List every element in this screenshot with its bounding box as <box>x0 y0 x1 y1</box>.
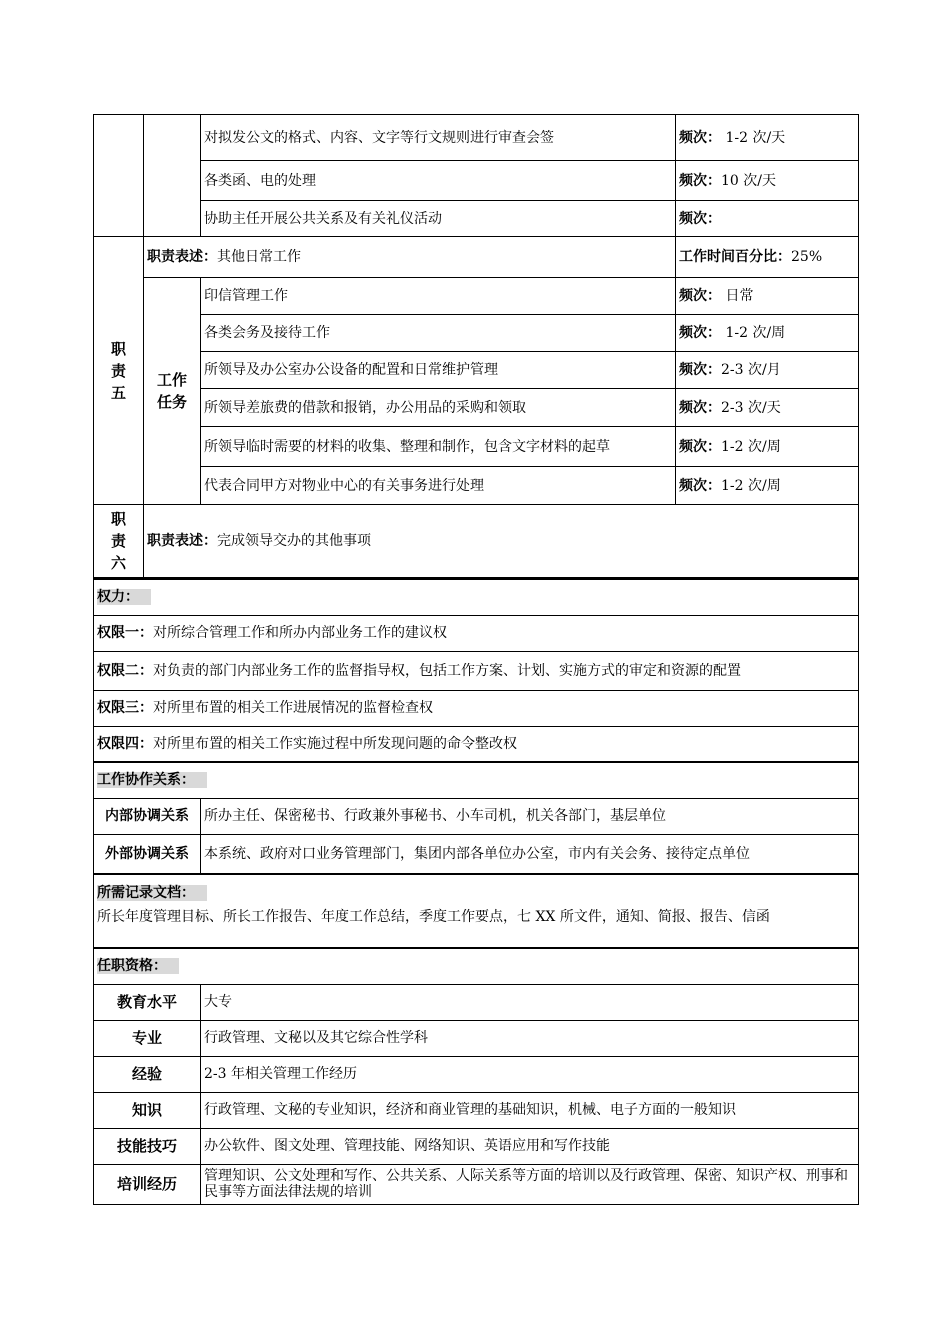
duty-description: 职责表述：其他日常工作 <box>144 237 676 278</box>
authority-row: 权限二：对负责的部门内部业务工作的监督指导权，包括工作方案、计划、实施方式的审定和资源的配置 <box>94 651 859 690</box>
qualification-label: 技能技巧 <box>94 1128 201 1164</box>
coop-external-row <box>94 834 859 874</box>
task-frequency: 频次： 1-2 次/周 <box>676 315 859 352</box>
task-text: 协助主任开展公共关系及有关礼仪活动 <box>201 201 676 237</box>
qualification-value: 大专 <box>201 984 859 1020</box>
external-value: 本系统、政府对口业务管理部门，集团内部各单位办公室，市内有关会务、接待定点单位 <box>201 834 859 874</box>
task-frequency: 频次：2-3 次/月 <box>676 352 859 389</box>
internal-value: 所办主任、保密秘书、行政兼外事秘书、小车司机，机关各部门，基层单位 <box>201 798 859 834</box>
task-row <box>94 389 859 427</box>
work-time-percentage: 工作时间百分比：25% <box>676 237 859 278</box>
duties-table <box>93 114 859 578</box>
task-text: 所领导临时需要的材料的收集、整理和制作，包含文字材料的起草 <box>201 427 676 467</box>
task-row <box>94 161 859 201</box>
section-header <box>94 579 859 615</box>
qualification-row <box>94 1164 859 1204</box>
duty-description: 职责表述：完成领导交办的其他事项 <box>144 505 859 578</box>
qualification-value: 管理知识、公文处理和写作、公共关系、人际关系等方面的培训以及行政管理、保密、知识产权、刑事和民事等方面法律法规的培训 <box>201 1164 859 1204</box>
records-row <box>94 874 859 948</box>
authority-row: 权限一：对所综合管理工作和所办内部业务工作的建议权 <box>94 615 859 651</box>
task-text: 代表合同甲方对物业中心的有关事务进行处理 <box>201 467 676 505</box>
qualification-title: 任职资格： <box>97 958 179 974</box>
qualification-value: 行政管理、文秘以及其它综合性学科 <box>201 1020 859 1056</box>
coop-internal-row <box>94 798 859 834</box>
qualification-row <box>94 1092 859 1128</box>
qualification-row <box>94 1128 859 1164</box>
section-header <box>94 948 859 984</box>
duty-description-row <box>94 505 859 578</box>
task-label: 工作 任务 <box>144 278 201 505</box>
authority-row: 权限四：对所里布置的相关工作实施过程中所发现问题的命令整改权 <box>94 726 859 762</box>
authority-row: 权限三：对所里布置的相关工作进展情况的监督检查权 <box>94 690 859 726</box>
section-header <box>94 762 859 798</box>
external-label: 外部协调关系 <box>94 834 201 874</box>
task-frequency: 频次：1-2 次/周 <box>676 467 859 505</box>
qualification-label: 专业 <box>94 1020 201 1056</box>
coop-title: 工作协作关系： <box>97 772 207 788</box>
duty-description-row <box>94 237 859 278</box>
task-text: 所领导差旅费的借款和报销，办公用品的采购和领取 <box>201 389 676 427</box>
job-description-page <box>93 114 858 1205</box>
records-title: 所需记录文档： <box>97 885 207 901</box>
task-frequency: 频次： 日常 <box>676 278 859 315</box>
task-frequency: 频次：2-3 次/天 <box>676 389 859 427</box>
task-row <box>94 427 859 467</box>
authority-title: 权力： <box>97 589 151 605</box>
task-text: 各类会务及接待工作 <box>201 315 676 352</box>
task-row <box>94 352 859 389</box>
task-row <box>94 315 859 352</box>
qualification-label: 知识 <box>94 1092 201 1128</box>
task-frequency: 频次： 1-2 次/天 <box>676 115 859 161</box>
qualification-value: 办公软件、图文处理、管理技能、网络知识、英语应用和写作技能 <box>201 1128 859 1164</box>
records-text: 所长年度管理目标、所长工作报告、年度工作总结，季度工作要点，七 XX 所文件，通知、简报、报告、信函 <box>97 909 770 925</box>
task-text: 对拟发公文的格式、内容、文字等行文规则进行审查会签 <box>201 115 676 161</box>
task-row <box>94 278 859 315</box>
task-frequency: 频次：10 次/天 <box>676 161 859 201</box>
qualification-row <box>94 984 859 1020</box>
qualification-label: 培训经历 <box>94 1164 201 1204</box>
qualification-value: 2-3 年相关管理工作经历 <box>201 1056 859 1092</box>
task-text: 各类函、电的处理 <box>201 161 676 201</box>
qualification-row <box>94 1020 859 1056</box>
task-row <box>94 201 859 237</box>
task-frequency: 频次：1-2 次/周 <box>676 427 859 467</box>
duty-label: 职 责 六 <box>94 505 144 578</box>
task-text: 所领导及办公室办公设备的配置和日常维护管理 <box>201 352 676 389</box>
qualification-value: 行政管理、文秘的专业知识，经济和商业管理的基础知识，机械、电子方面的一般知识 <box>201 1092 859 1128</box>
task-row <box>94 467 859 505</box>
task-row <box>94 115 859 161</box>
task-text: 印信管理工作 <box>201 278 676 315</box>
duty-label: 职 责 五 <box>94 237 144 505</box>
qualification-label: 经验 <box>94 1056 201 1092</box>
qualification-row <box>94 1056 859 1092</box>
authority-table <box>93 578 859 1205</box>
internal-label: 内部协调关系 <box>94 798 201 834</box>
qualification-label: 教育水平 <box>94 984 201 1020</box>
task-frequency: 频次： <box>676 201 859 237</box>
